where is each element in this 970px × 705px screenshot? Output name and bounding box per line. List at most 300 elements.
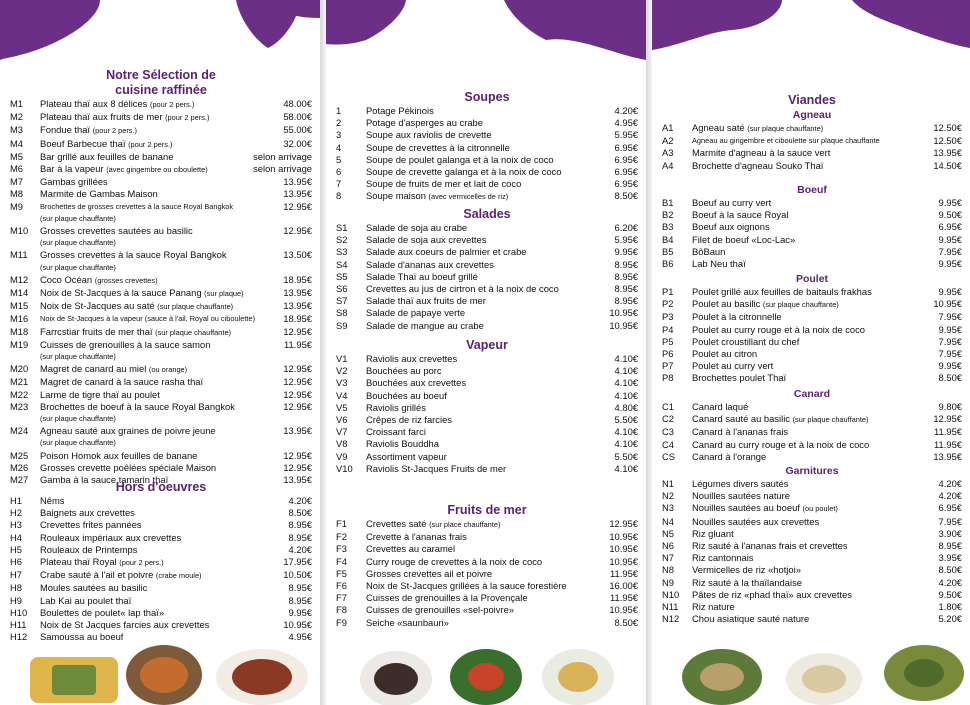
- item-name-text: Bar à la vapeur: [40, 163, 104, 175]
- item-name-text: Nêms: [40, 495, 65, 506]
- item-name-text: Baignets aux crevettes: [40, 507, 135, 519]
- item-code: H6: [10, 556, 22, 568]
- item-name-text: Riz cantonnais: [692, 552, 754, 564]
- menu-item-row: [10, 450, 312, 462]
- item-note: (sur plaque): [204, 289, 244, 299]
- item-code: H11: [10, 619, 27, 631]
- item-name: [40, 425, 278, 437]
- item-name: [366, 568, 604, 580]
- menu-item-row: [10, 425, 312, 437]
- item-name-text: Samoussa au boeuf: [40, 631, 124, 643]
- menu-item-row: [662, 360, 962, 372]
- item-price: 8.95€: [288, 582, 312, 594]
- menu-item-row: [662, 258, 962, 270]
- menu-item-row: [662, 324, 962, 336]
- item-name: [692, 540, 928, 552]
- item-name: [366, 592, 604, 604]
- viandes-section: [662, 93, 962, 172]
- salades-section: [336, 207, 638, 332]
- item-code: V9: [336, 450, 348, 462]
- item-price: 11.95€: [610, 567, 638, 579]
- item-name-text: Brochettes de boeuf à la sauce Royal Bangkok: [40, 400, 235, 412]
- item-code: 8: [336, 190, 342, 202]
- item-code: P5: [662, 335, 674, 347]
- item-code: S3: [336, 246, 348, 258]
- item-name-text: Marmite d'agneau à la sauce vert: [692, 147, 831, 159]
- item-code: F1: [336, 518, 347, 529]
- item-name-text: Raviolis grillés: [366, 401, 426, 413]
- item-name: [692, 221, 928, 233]
- menu-item-row: [10, 519, 312, 531]
- item-name-text: Boeuf au curry vert: [692, 197, 772, 208]
- item-price: 5.50€: [614, 414, 638, 426]
- item-price: 4.95€: [614, 117, 638, 129]
- item-price: 9.95€: [938, 197, 962, 208]
- menu-item-row: [10, 582, 312, 594]
- item-name-text: (sur plaque chauffante): [40, 238, 116, 248]
- menu-item-row: [10, 532, 312, 544]
- item-code: 4: [336, 141, 342, 153]
- item-code: V7: [336, 426, 348, 438]
- menu-item-row: [10, 262, 312, 274]
- item-price: 4.20€: [614, 105, 638, 116]
- item-price: 9.50€: [938, 209, 962, 221]
- item-code: B6: [662, 258, 674, 270]
- item-price: 4.20€: [288, 495, 312, 506]
- menu-item-row: [10, 300, 312, 313]
- item-name-text: Assortiment vapeur: [366, 450, 447, 462]
- menu-item-row: [10, 201, 312, 213]
- item-price: 32.00€: [283, 137, 312, 149]
- item-code: H3: [10, 519, 22, 531]
- item-name: [692, 336, 928, 348]
- item-name-text: Canard laqué: [692, 401, 749, 412]
- item-code: H9: [10, 594, 22, 606]
- item-price: 10.95€: [609, 319, 638, 331]
- item-name-text: Seiche «saunbauri»: [366, 616, 449, 628]
- item-name-text: Riz sauté à l'ananas frais et crevettes: [692, 540, 848, 552]
- item-name: [40, 532, 278, 544]
- item-name: [40, 225, 278, 237]
- menu-item-row: [10, 111, 312, 124]
- item-price: 6.95€: [938, 221, 962, 233]
- item-code: N1: [662, 478, 674, 489]
- menu-item-row: [336, 390, 638, 402]
- item-name: [40, 111, 278, 124]
- item-name-text: Grosses crevettes sautées au basilic: [40, 225, 193, 237]
- menu-item-row: [662, 552, 962, 564]
- item-name: [40, 631, 278, 643]
- menu-item-row: [10, 313, 312, 325]
- item-code: H10: [10, 606, 28, 618]
- item-name-text: Rouleaux impériaux aux crevettes: [40, 531, 182, 543]
- item-code: M8: [10, 188, 24, 200]
- item-name-text: Grosses crevette poêlées spéciale Maison: [40, 461, 217, 473]
- item-price: 8.50€: [288, 507, 312, 519]
- item-name: [692, 601, 928, 613]
- item-name: [692, 209, 928, 221]
- fruits-section: [336, 503, 638, 629]
- item-code: P6: [662, 348, 674, 360]
- item-name: [366, 438, 604, 450]
- item-price: 8.95€: [938, 540, 962, 552]
- boeuf-list: [662, 197, 962, 270]
- item-name: [40, 450, 278, 462]
- item-price: 13.95€: [933, 450, 962, 462]
- item-name-text: Crêpes de riz farcies: [366, 414, 452, 426]
- item-code: N9: [662, 576, 674, 588]
- item-code: N5: [662, 527, 674, 539]
- item-price: 5.95€: [614, 129, 638, 141]
- item-name: [40, 389, 278, 401]
- item-note: (avec vermicelles de riz): [428, 192, 509, 202]
- item-name-text: Noix de St-Jacques au saté: [40, 300, 155, 312]
- item-price: 4.20€: [938, 478, 962, 489]
- item-price: 4.10€: [614, 462, 638, 474]
- item-code: V4: [336, 389, 348, 401]
- item-name: [692, 589, 928, 601]
- item-name: [40, 569, 278, 582]
- item-name: [692, 258, 928, 270]
- item-price: selon arrivage: [253, 163, 312, 175]
- menu-item-row: [336, 142, 638, 154]
- item-price: 3.90€: [938, 527, 962, 539]
- item-name: [692, 502, 928, 515]
- menu-item-row: [336, 271, 638, 283]
- item-code: M21: [10, 376, 29, 388]
- item-name: [692, 286, 928, 298]
- item-code: 2: [336, 117, 342, 129]
- item-price: 10.95€: [933, 298, 962, 310]
- item-name: [692, 564, 928, 576]
- menu-item-row: [10, 631, 312, 643]
- item-code: [10, 237, 40, 249]
- item-name-text: Nouilles sautées aux crevettes: [692, 515, 820, 527]
- item-price: 5.95€: [614, 234, 638, 246]
- item-code: M22: [10, 388, 29, 400]
- menu-item-row: [10, 138, 312, 151]
- soupes-title: Soupes: [464, 90, 510, 104]
- garnitures-list: [662, 478, 962, 625]
- item-name-text: Boeuf à la sauce Royal: [692, 209, 789, 221]
- item-code: M11: [10, 249, 28, 261]
- item-code: 1: [336, 105, 342, 116]
- item-price: 13.95€: [283, 474, 312, 486]
- item-name-text: Poulet à la citronnelle: [692, 311, 782, 323]
- item-price: 18.95€: [283, 273, 312, 285]
- item-price: 6.95€: [938, 502, 962, 514]
- item-name: [692, 147, 928, 159]
- item-name-text: Bar grillé aux feuilles de banane: [40, 150, 174, 162]
- item-code: S4: [336, 258, 348, 270]
- item-name: [366, 105, 604, 117]
- item-price: 10.95€: [609, 555, 638, 567]
- item-name-text: Lab Neu thaï: [692, 258, 746, 270]
- item-name: [40, 363, 278, 376]
- item-name-text: Soupe de crevettes à la citronnelle: [366, 141, 510, 153]
- menu-item-row: [336, 129, 638, 141]
- item-name-text: Noix de St-Jacques à la sauce Panang: [40, 287, 202, 299]
- item-price: 13.95€: [283, 188, 312, 200]
- item-name-text: BôBaun: [692, 245, 726, 257]
- item-name: [692, 478, 928, 490]
- item-name: [366, 414, 604, 426]
- item-name: [366, 402, 604, 414]
- item-name: [40, 300, 278, 313]
- item-price: 5.20€: [938, 613, 962, 625]
- item-name: [40, 237, 278, 249]
- item-code: M6: [10, 163, 24, 175]
- item-code: M20: [10, 363, 29, 375]
- item-note: (pour 2 pers.): [92, 126, 138, 136]
- menu-item-row: [336, 438, 638, 450]
- item-code: F6: [336, 580, 347, 592]
- item-code: [10, 213, 40, 225]
- item-code: P1: [662, 286, 674, 297]
- menu-item-row: [336, 451, 638, 463]
- item-name-text: Poulet au curry rouge et à la noix de coco: [692, 323, 866, 335]
- menu-item-row: [10, 151, 312, 163]
- menu-item-row: [10, 213, 312, 225]
- item-price: [278, 351, 312, 363]
- menu-item-row: [336, 154, 638, 166]
- menu-item-row: [10, 544, 312, 556]
- item-code: N4: [662, 515, 674, 527]
- poulet-list: [662, 286, 962, 385]
- item-name-text: Agneau sauté aux graines de poivre jeune: [40, 425, 216, 437]
- item-code: M19: [10, 338, 29, 350]
- item-name-text: Poulet grillé aux feuilles de baitauls frakhas: [692, 286, 872, 297]
- menu-item-row: [662, 209, 962, 221]
- item-price: 18.95€: [283, 313, 312, 325]
- item-price: 6.95€: [614, 141, 638, 153]
- item-code: M3: [10, 124, 24, 136]
- item-price: [278, 213, 312, 225]
- menu-item-row: [662, 160, 962, 172]
- menu-item-row: [662, 401, 962, 413]
- item-price: 10.95€: [609, 531, 638, 543]
- item-code: M26: [10, 461, 29, 473]
- menu-item-row: [662, 490, 962, 502]
- menu-item-row: [10, 437, 312, 449]
- item-code: N11: [662, 601, 679, 613]
- item-name-text: Brochettes de grosses crevettes à la sauce Royal Bangkok: [40, 201, 234, 211]
- menu-item-row: [336, 222, 638, 234]
- menu-item-row: [336, 259, 638, 271]
- item-code: P3: [662, 311, 674, 323]
- item-code: F4: [336, 555, 347, 567]
- agneau-title: Agneau: [792, 109, 832, 121]
- item-price: 16.00€: [609, 580, 638, 592]
- item-name: [40, 274, 278, 287]
- item-code: 6: [336, 166, 342, 178]
- item-price: 8.95€: [288, 519, 312, 531]
- item-price: 9.50€: [938, 588, 962, 600]
- item-name-text: Cuisses de grenouilles à la Provençale: [366, 592, 528, 604]
- item-name: [40, 413, 278, 425]
- menu-item-row: [662, 577, 962, 589]
- item-price: 9.95€: [938, 258, 962, 270]
- item-name-text: Canard à l'orange: [692, 450, 767, 462]
- item-code: F9: [336, 616, 347, 628]
- selection-title-line2: cuisine raffinée: [115, 83, 207, 97]
- item-name-text: Bouchées au porc: [366, 365, 442, 377]
- item-note: (sur plaque chauffante): [792, 415, 869, 425]
- item-name: [692, 122, 928, 135]
- menu-item-row: [336, 518, 638, 531]
- item-name-text: Filet de boeuf «Loc-Lac»: [692, 233, 796, 245]
- fruits-list: [336, 518, 638, 629]
- item-price: 10.95€: [609, 543, 638, 555]
- item-name-text: Salade de papaye verte: [366, 307, 466, 319]
- item-note: (sur place chauffante): [429, 520, 501, 529]
- curtain-drape-decoration: [326, 0, 646, 80]
- item-code: V3: [336, 377, 348, 389]
- item-name-text: Crevette à l'ananas frais: [366, 531, 467, 543]
- item-name-text: Agneau saté: [692, 122, 745, 133]
- item-price: 4.80€: [614, 401, 638, 413]
- item-name-text: Crevettes au caramel: [366, 543, 456, 555]
- item-price: 7.95€: [938, 515, 962, 527]
- menu-item-row: [10, 619, 312, 631]
- item-name: [366, 320, 604, 332]
- item-name: [40, 351, 278, 363]
- boeuf-title: Boeuf: [797, 184, 827, 196]
- item-code: A1: [662, 122, 674, 133]
- menu-item-row: [662, 564, 962, 576]
- menu-item-row: [10, 376, 312, 388]
- item-name-text: Canard à l'ananas frais: [692, 426, 789, 438]
- item-price: 9.95€: [938, 286, 962, 297]
- menu-item-row: [662, 122, 962, 135]
- menu-item-row: [10, 462, 312, 474]
- item-code: P4: [662, 323, 674, 335]
- item-price: 4.20€: [938, 490, 962, 502]
- item-code: C4: [662, 438, 674, 450]
- menu-item-row: [10, 274, 312, 287]
- item-note: (ou orange): [148, 365, 188, 375]
- item-name-text: Marmite de Gambas Maison: [40, 188, 158, 200]
- item-price: 11.95€: [934, 426, 962, 438]
- item-price: 4.10€: [614, 438, 638, 450]
- hors-section: [10, 480, 312, 643]
- item-code: F8: [336, 604, 347, 616]
- menu-item-row: [10, 569, 312, 582]
- item-name-text: Salade d'ananas aux crevettes: [366, 258, 494, 270]
- item-price: 12.95€: [283, 400, 312, 412]
- selection-list: [10, 98, 312, 486]
- canard-section: [662, 387, 962, 463]
- item-name: [40, 619, 278, 631]
- item-price: 6.95€: [614, 166, 638, 178]
- item-code: [10, 413, 40, 425]
- item-price: 9.95€: [938, 323, 962, 335]
- item-name: [692, 311, 928, 323]
- item-name-text: Bouchées au boeuf: [366, 389, 447, 401]
- item-name: [366, 234, 604, 246]
- item-name: [692, 360, 928, 372]
- item-price: 11.95€: [284, 338, 312, 350]
- item-name-text: (sur plaque chauffante): [40, 414, 116, 424]
- menu-item-row: [662, 234, 962, 246]
- item-name: [40, 495, 278, 507]
- menu-item-row: [336, 295, 638, 307]
- item-code: N8: [662, 564, 674, 576]
- item-price: 4.10€: [614, 365, 638, 377]
- item-code: M5: [10, 150, 24, 162]
- item-price: 8.95€: [614, 295, 638, 307]
- item-price: 8.50€: [938, 564, 962, 576]
- menu-item-row: [336, 283, 638, 295]
- item-note: (avec gingembre ou ciboulette): [106, 165, 208, 175]
- item-name: [366, 365, 604, 377]
- item-code: M25: [10, 449, 29, 461]
- menu-item-row: [10, 287, 312, 300]
- item-price: 7.95€: [938, 245, 962, 257]
- item-name-text: Salade thaï aux fruits de mer: [366, 295, 486, 307]
- menu-item-row: [336, 365, 638, 377]
- item-price: 4.20€: [938, 576, 962, 588]
- item-code: H8: [10, 582, 22, 594]
- item-code: CS: [662, 450, 676, 462]
- item-code: 7: [336, 178, 342, 190]
- item-code: N6: [662, 540, 674, 552]
- item-name-text: Fondue thaï: [40, 124, 91, 136]
- item-price: 48.00€: [283, 98, 312, 109]
- menu-item-row: [336, 105, 638, 117]
- item-code: H12: [10, 631, 28, 643]
- item-price: 13.50€: [283, 249, 312, 261]
- item-price: 10.95€: [609, 307, 638, 319]
- item-name-text: Salade de soja aux crevettes: [366, 234, 487, 246]
- item-code: N2: [662, 490, 674, 502]
- selection-section: [10, 68, 312, 486]
- item-price: 12.95€: [283, 225, 312, 237]
- item-name: [40, 556, 278, 569]
- item-code: H5: [10, 543, 22, 555]
- item-name-text: Nouilles sautées nature: [692, 490, 790, 502]
- item-code: M23: [10, 400, 29, 412]
- item-name-text: Boulettes de poulet« lap thaï»: [40, 606, 165, 618]
- item-price: 12.95€: [283, 388, 312, 400]
- item-name-text: Riz sauté à la thaïlandaise: [692, 576, 802, 588]
- menu-item-row: [336, 592, 638, 604]
- menu-item-row: [662, 451, 962, 463]
- item-name: [40, 124, 278, 137]
- fruits-title: Fruits de mer: [447, 503, 527, 517]
- item-name: [692, 528, 928, 540]
- item-name-text: Bouchées aux crevettes: [366, 377, 467, 389]
- item-name-text: Farrcstiar fruits de mer thaï: [40, 325, 153, 337]
- item-price: 7.95€: [938, 335, 962, 347]
- item-name-text: Boeuf aux oignons: [692, 221, 770, 233]
- item-price: 12.50€: [933, 122, 962, 133]
- item-price: 13.95€: [283, 300, 312, 312]
- item-name-text: Légumes divers sautés: [692, 478, 789, 489]
- item-price: 12.95€: [283, 461, 312, 473]
- item-name: [692, 426, 928, 438]
- menu-item-row: [336, 166, 638, 178]
- menu-item-row: [662, 221, 962, 233]
- menu-item-row: [336, 178, 638, 190]
- item-name-text: Agneau au gingembre et ciboulette sur plaque chauffante: [692, 136, 880, 146]
- menu-item-row: [662, 528, 962, 540]
- item-note: (sur plaque chauffante): [762, 300, 839, 310]
- item-name-text: Noix de St Jacques farcies aux crevettes: [40, 619, 210, 631]
- item-name: [366, 390, 604, 402]
- item-name: [366, 222, 604, 234]
- item-code: [10, 437, 40, 449]
